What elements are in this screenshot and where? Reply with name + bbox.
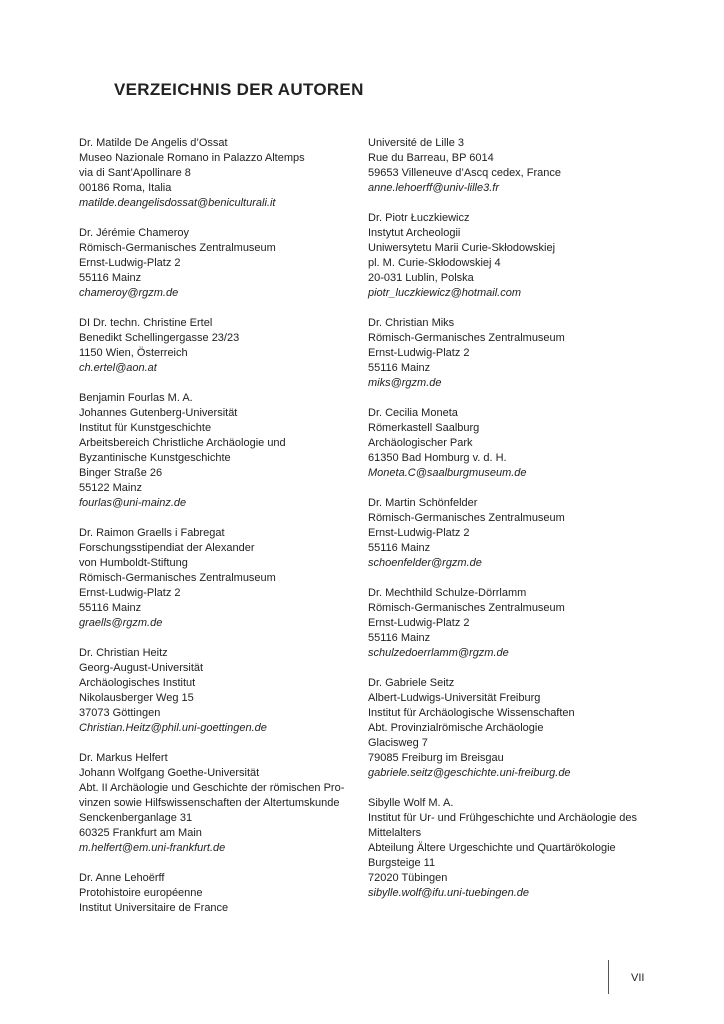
address-line: 55116 Mainz (368, 362, 431, 374)
author-email: matilde.deangelisdossat@beniculturali.it (79, 197, 276, 209)
address-line: Ernst-Ludwig-Platz 2 (368, 527, 470, 539)
address-line: pl. M. Curie-Skłodowskiej 4 (368, 257, 501, 269)
address-line: 00186 Roma, Italia (79, 182, 172, 194)
address-line: 55116 Mainz (368, 542, 431, 554)
address-line: 55116 Mainz (368, 632, 431, 644)
author-entry (79, 391, 341, 511)
address-line: Institut Universitaire de France (79, 902, 229, 914)
author-entry (368, 796, 658, 901)
address-line: Dr. Raimon Graells i Fabregat (79, 527, 225, 539)
address-line: Dr. Martin Schönfelder (368, 497, 478, 509)
author-email: piotr_luczkiewicz@hotmail.com (368, 287, 521, 299)
address-line: 55116 Mainz (79, 602, 142, 614)
author-email: Moneta.C@saalburgmuseum.de (368, 467, 527, 479)
address-line: Römisch-Germanisches Zentralmuseum (368, 332, 565, 344)
author-list-left-column (79, 136, 345, 931)
author-email: fourlas@uni-mainz.de (79, 497, 187, 509)
author-entry (368, 136, 658, 196)
address-line: Abteilung Ältere Urgeschichte und Quartärökologie (368, 842, 616, 854)
address-line: Dr. Christian Miks (368, 317, 455, 329)
address-line: Benjamin Fourlas M. A. (79, 392, 193, 404)
address-line: Rue du Barreau, BP 6014 (368, 152, 494, 164)
author-entry (79, 526, 341, 631)
author-email: schoenfelder@rgzm.de (368, 557, 482, 569)
address-line: Johannes Gutenberg-Universität (79, 407, 238, 419)
address-line: Römisch-Germanisches Zentralmuseum (79, 242, 276, 254)
author-email: sibylle.wolf@ifu.uni-tuebingen.de (368, 887, 529, 899)
author-email: graells@rgzm.de (79, 617, 163, 629)
page-number-divider (608, 960, 609, 994)
address-line: 72020 Tübingen (368, 872, 448, 884)
address-line: Forschungsstipendiat der Alexander (79, 542, 255, 554)
address-line: 55116 Mainz (79, 272, 142, 284)
author-email: ch.ertel@aon.at (79, 362, 157, 374)
address-line: 79085 Freiburg im Breisgau (368, 752, 504, 764)
address-line: Dr. Anne Lehoërff (79, 872, 165, 884)
address-line: Protohistoire européenne (79, 887, 203, 899)
address-line: Albert-Ludwigs-Universität Freiburg (368, 692, 541, 704)
address-line: Dr. Christian Heitz (79, 647, 168, 659)
author-email: Christian.Heitz@phil.uni-goettingen.de (79, 722, 267, 734)
address-line: Institut für Ur- und Frühgeschichte und Archäologie des (368, 812, 638, 824)
author-entry (368, 586, 658, 661)
address-line: Byzantinische Kunstgeschichte (79, 452, 231, 464)
address-line: Institut für Archäologische Wissenschaften (368, 707, 575, 719)
address-line: Dr. Gabriele Seitz (368, 677, 455, 689)
address-line: Nikolausberger Weg 15 (79, 692, 194, 704)
address-line: Senckenberganlage 31 (79, 812, 193, 824)
author-entry (368, 676, 658, 781)
address-line: Römisch-Germanisches Zentralmuseum (368, 602, 565, 614)
author-entry (79, 871, 341, 916)
address-line: von Humboldt-Stiftung (79, 557, 188, 569)
author-entry (368, 406, 658, 481)
page-title: VERZEICHNIS DER AUTOREN (114, 80, 364, 99)
address-line: Glacisweg 7 (368, 737, 428, 749)
address-line: Ernst-Ludwig-Platz 2 (368, 617, 470, 629)
address-line: Dr. Matilde De Angelis d’Ossat (79, 137, 228, 149)
address-line: Archäologischer Park (368, 437, 473, 449)
address-line: DI Dr. techn. Christine Ertel (79, 317, 213, 329)
author-email: anne.lehoerff@univ-lille3.fr (368, 182, 500, 194)
address-line: Mittelalters (368, 827, 422, 839)
address-line: Dr. Mechthild Schulze-Dörrlamm (368, 587, 527, 599)
author-entry (79, 226, 341, 301)
address-line: Burgsteige 11 (368, 857, 436, 869)
author-entry (79, 316, 341, 376)
address-line: vinzen sowie Hilfswissenschaften der Altertumskunde (79, 797, 340, 809)
author-email: m.helfert@em.uni-frankfurt.de (79, 842, 226, 854)
address-line: Dr. Jérémie Chameroy (79, 227, 190, 239)
address-line: Ernst-Ludwig-Platz 2 (79, 587, 181, 599)
address-line: 61350 Bad Homburg v. d. H. (368, 452, 507, 464)
address-line: Dr. Cecilia Moneta (368, 407, 458, 419)
address-line: Université de Lille 3 (368, 137, 464, 149)
address-line: Abt. II Archäologie und Geschichte der römischen Pro- (79, 782, 345, 794)
address-line: 37073 Göttingen (79, 707, 161, 719)
address-line: Ernst-Ludwig-Platz 2 (368, 347, 470, 359)
page-number: VII (631, 972, 645, 984)
author-email: chameroy@rgzm.de (79, 287, 179, 299)
address-line: Institut für Kunstgeschichte (79, 422, 212, 434)
address-line: Archäologisches Institut (79, 677, 196, 689)
address-line: Ernst-Ludwig-Platz 2 (79, 257, 181, 269)
address-line: 55122 Mainz (79, 482, 142, 494)
address-line: 1150 Wien, Österreich (79, 347, 188, 359)
author-email: schulzedoerrlamm@rgzm.de (368, 647, 509, 659)
address-line: Benedikt Schellingergasse 23/23 (79, 332, 240, 344)
address-line: 60325 Frankfurt am Main (79, 827, 202, 839)
address-line: Römerkastell Saalburg (368, 422, 480, 434)
address-line: Uniwersytetu Marii Curie-Skłodowskiej (368, 242, 556, 254)
author-entry (368, 496, 658, 571)
address-line: Dr. Piotr Łuczkiewicz (368, 212, 470, 224)
address-line: Römisch-Germanisches Zentralmuseum (79, 572, 276, 584)
author-entry (368, 211, 658, 301)
address-line: via di Sant’Apollinare 8 (79, 167, 191, 179)
address-line: Dr. Markus Helfert (79, 752, 168, 764)
address-line: 59653 Villeneuve d’Ascq cedex, France (368, 167, 562, 179)
address-line: 20-031 Lublin, Polska (368, 272, 474, 284)
author-entry (368, 316, 658, 391)
address-line: Instytut Archeologii (368, 227, 461, 239)
author-email: miks@rgzm.de (368, 377, 442, 389)
author-entry (79, 136, 341, 211)
author-entry (79, 751, 345, 856)
author-entry (79, 646, 341, 736)
address-line: Abt. Provinzialrömische Archäologie (368, 722, 544, 734)
address-line: Georg-August-Universität (79, 662, 204, 674)
address-line: Museo Nazionale Romano in Palazzo Altemps (79, 152, 305, 164)
address-line: Sibylle Wolf M. A. (368, 797, 454, 809)
address-line: Römisch-Germanisches Zentralmuseum (368, 512, 565, 524)
address-line: Arbeitsbereich Christliche Archäologie und (79, 437, 286, 449)
author-list-right-column (368, 136, 658, 916)
address-line: Johann Wolfgang Goethe-Universität (79, 767, 260, 779)
author-email: gabriele.seitz@geschichte.uni-freiburg.de (368, 767, 571, 779)
address-line: Binger Straße 26 (79, 467, 163, 479)
